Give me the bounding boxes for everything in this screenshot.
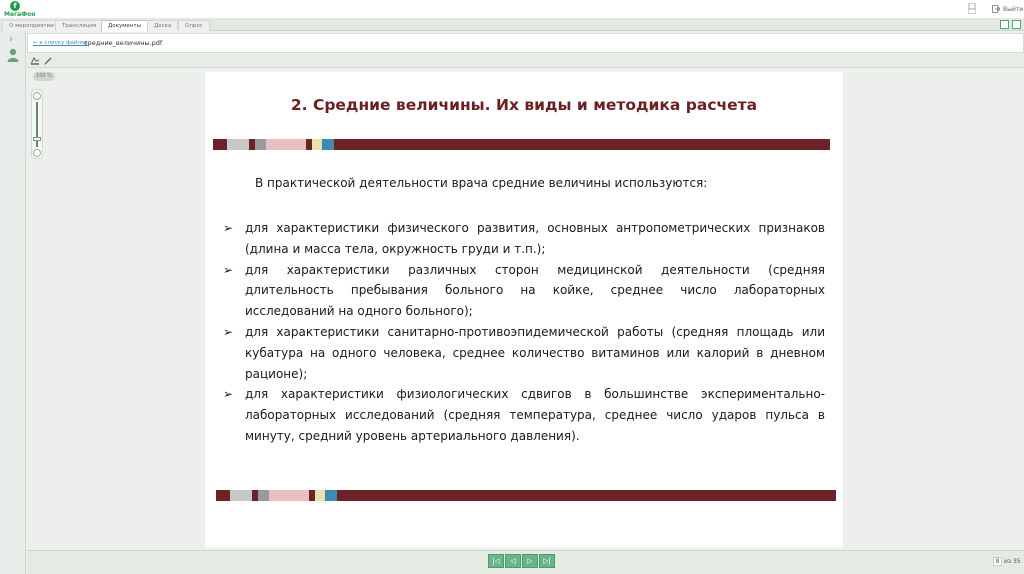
viewer-toolbar	[27, 54, 1024, 68]
logo-mark: f	[10, 1, 20, 11]
bullet-text: для характеристики санитарно-противоэпидемической работы (средняя площадь или кубатура на одного человека, среднее количество витаминов или калорий в дневном рационе);	[245, 324, 825, 381]
participant-icon[interactable]	[7, 48, 19, 62]
stripe-segment	[269, 490, 309, 501]
tab-poll[interactable]: Опрос	[178, 20, 210, 31]
first-page-button[interactable]: |◁	[488, 554, 504, 568]
maximize-panel-icon[interactable]	[1012, 20, 1021, 29]
stripe-segment	[322, 139, 334, 150]
zoom-in-icon[interactable]	[33, 92, 41, 100]
stripe-segment	[337, 490, 836, 501]
pencil-tool-icon[interactable]	[43, 56, 53, 66]
user-icon[interactable]	[968, 3, 976, 14]
logout-button[interactable]	[992, 4, 1023, 14]
tab-about-event[interactable]: О мероприятии	[2, 20, 61, 31]
stripe-segment	[315, 490, 325, 501]
stripe-segment	[258, 490, 269, 501]
pagination-bar	[27, 550, 1024, 574]
stripe-segment	[216, 490, 230, 501]
chevron-right-icon[interactable]: ›	[9, 34, 13, 45]
top-bar	[0, 0, 1024, 18]
tab-bar	[0, 18, 1024, 31]
prev-page-button[interactable]: ◁	[505, 554, 521, 568]
bullet-text: для характеристики различных сторон медицинской деятельности (средняя длительность пребывания больного на койке, среднее число лабораторных исследований на одного больного);	[245, 262, 825, 319]
zoom-slider[interactable]	[31, 89, 43, 159]
stripe-segment	[213, 139, 227, 150]
decorative-stripe-top	[213, 139, 830, 150]
stripe-segment	[312, 139, 322, 150]
list-item	[223, 322, 825, 384]
pointer-tool-icon[interactable]	[30, 56, 40, 66]
list-item	[223, 384, 825, 446]
slide-title: 2. Средние величины. Их виды и методика расчета	[290, 96, 758, 114]
page-navigation	[488, 554, 555, 568]
arrow-bullet-icon: ➢	[223, 324, 234, 339]
logo-text: МегаФон	[4, 11, 36, 18]
document-viewer	[27, 68, 1024, 550]
window-controls	[1000, 20, 1021, 29]
stripe-segment	[334, 139, 830, 150]
arrow-bullet-icon: ➢	[223, 221, 234, 235]
logout-label: Выйти	[1003, 5, 1024, 13]
last-page-button[interactable]: ▷|	[539, 554, 555, 568]
slide-intro: В практической деятельности врача средние величины используются:	[255, 176, 708, 190]
total-pages-label: из 35	[1004, 558, 1021, 565]
arrow-bullet-icon: ➢	[223, 262, 234, 277]
stripe-segment	[230, 490, 252, 501]
arrow-bullet-icon: ➢	[223, 387, 234, 402]
list-item	[223, 218, 825, 260]
bullet-text: для характеристики физиологических сдвигов в большинстве экспериментально-лабораторных исследований (средняя температура, среднее число ударов пульса в минуту, средний уровень артериального давления).	[245, 387, 825, 443]
stripe-segment	[325, 490, 337, 501]
megafon-logo[interactable]	[4, 1, 44, 18]
decorative-stripe-bottom	[216, 490, 836, 501]
zoom-out-icon[interactable]	[33, 149, 41, 157]
tab-board[interactable]: Доска	[147, 20, 178, 31]
left-sidebar	[0, 31, 26, 574]
file-name: средние_величины.pdf	[84, 39, 163, 47]
breadcrumb	[27, 33, 1024, 53]
tab-documents[interactable]: Документы	[101, 20, 148, 32]
stripe-segment	[255, 139, 266, 150]
slide-bullet-list	[223, 218, 825, 447]
current-page-input[interactable]: 8	[993, 557, 1002, 566]
logout-icon	[992, 5, 1000, 13]
next-page-button[interactable]: ▷	[522, 554, 538, 568]
tab-broadcast[interactable]: Трансляция	[55, 20, 103, 31]
stripe-segment	[266, 139, 306, 150]
stripe-segment	[227, 139, 249, 150]
presentation-slide	[205, 72, 843, 548]
restore-panel-icon[interactable]	[1000, 20, 1009, 29]
bullet-text: для характеристики физического развития, основных антропометрических признаков (длина и масса тела, окружность груди и т.п.);	[245, 221, 825, 256]
page-counter	[993, 557, 1021, 566]
zoom-handle[interactable]	[33, 137, 41, 141]
list-item	[223, 260, 825, 322]
zoom-level: 100 %	[33, 72, 55, 81]
back-to-files-link[interactable]: ← к списку файлов	[33, 40, 88, 46]
